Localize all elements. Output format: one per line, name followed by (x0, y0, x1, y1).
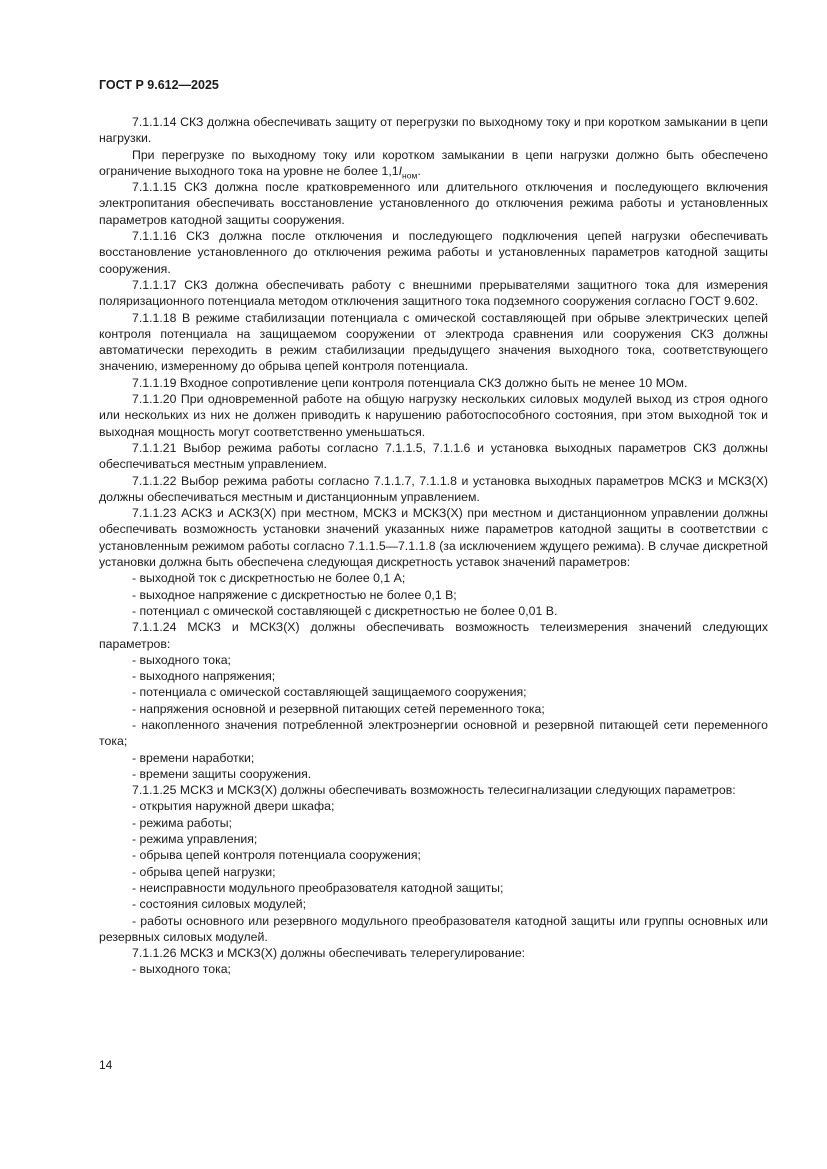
paragraph: 7.1.1.22 Выбор режима работы согласно 7.1.1.7, 7.1.1.8 и установка выходных параметров МСКЗ и МСКЗ(Х) должны обеспечиваться местным и дистанционным управлением. (99, 473, 768, 504)
list-item: - выходное напряжение с дискретностью не более 0,1 В; (132, 587, 457, 602)
paragraph: 7.1.1.24 МСКЗ и МСКЗ(Х) должны обеспечивать возможность телеизмерения значений следующих параметров: (99, 620, 768, 651)
paragraph (99, 147, 768, 180)
list-item: - времени наработки; (132, 750, 255, 765)
list-item: - режима управления; (132, 832, 258, 847)
document-body (99, 114, 768, 978)
paragraph: 7.1.1.19 Входное сопротивление цепи контроля потенциала СКЗ должно быть не менее 10 МОм. (132, 375, 688, 390)
list-item: - напряжения основной и резервной питающих сетей переменного тока; (132, 701, 545, 716)
paragraph: 7.1.1.26 МСКЗ и МСКЗ(Х) должны обеспечивать телерегулирование: (132, 946, 526, 961)
list-item-text: - накопленного значения потребленной электроэнергии основной и резервной питающей сети переменного тока; (99, 717, 768, 749)
paragraph-text: При перегрузке по выходному току или коротком замыкании в цепи нагрузки должно быть обеспечено ограничение выходного тока на уровне не более 1,1 (99, 147, 768, 178)
list-item: - выходной ток с дискретностью не более 0,1 А; (132, 571, 406, 586)
paragraph: 7.1.1.25 МСКЗ и МСКЗ(Х) должны обеспечивать возможность телесигнализации следующих параметров: (132, 783, 736, 798)
paragraph: 7.1.1.23 АСКЗ и АСКЗ(Х) при местном, МСКЗ и МСКЗ(Х) при местном и дистанционном управлении должны обеспечивать возможность установки значений указанных ниже параметров катодной защиты в соответствии с установленным режимом работы согласно 7.1.1.5—7.1.1.8 (за исключением ждущего режима). В случае дискретной установки должна быть обеспечена следующая дискретность уставок значений параметров: (99, 506, 768, 570)
paragraph: 7.1.1.21 Выбор режима работы согласно 7.1.1.5, 7.1.1.6 и установка выходных параметров СКЗ должны обеспечиваться местным управлением. (99, 440, 768, 472)
list-item: - неисправности модульного преобразователя катодной защиты; (132, 880, 504, 895)
list-item: - состояния силовых модулей; (132, 897, 306, 912)
list-item (99, 717, 768, 750)
document-header: ГОСТ Р 9.612—2025 (99, 78, 219, 92)
paragraph: 7.1.1.14 СКЗ должна обеспечивать защиту от перегрузки по выходному току и при коротком замыкании в цепи нагрузки. (99, 115, 768, 146)
list-item: - выходного напряжения; (132, 669, 276, 684)
list-item: - открытия наружной двери шкафа; (132, 799, 335, 814)
list-item: - обрыва цепей нагрузки; (132, 864, 276, 879)
list-item: - выходного тока; (132, 962, 231, 977)
paragraph-tail: . (417, 163, 421, 178)
list-item: - выходного тока; (132, 652, 231, 667)
paragraph: 7.1.1.15 СКЗ должна после кратковременного или длительного отключения и последующего включения электропитания обеспечивать восстановление установленного до отключения режима работы и установленных параметров катодной защиты сооружения. (99, 180, 768, 227)
paragraph: 7.1.1.18 В режиме стабилизации потенциала с омической составляющей при обрыве электрических цепей контроля потенциала на защищаемом сооружении от электрода сравнения или сооружения СКЗ должны автоматически переходить в режим стабилизации предыдущего значения выходного тока, соответствующего значению, измеренному до обрыва цепей контроля потенциала. (99, 310, 768, 374)
list-item: - обрыва цепей контроля потенциала сооружения; (132, 848, 421, 863)
list-item: - потенциала с омической составляющей защищаемого сооружения; (132, 685, 527, 700)
list-item: - режима работы; (132, 815, 233, 830)
page-number: 14 (99, 1058, 113, 1072)
list-item: - времени защиты сооружения. (132, 766, 312, 781)
formula-subscript: ном (402, 170, 418, 181)
paragraph: 7.1.1.17 СКЗ должна обеспечивать работу с внешними прерывателями защитного тока для измерения поляризационного потенциала методом отключения защитного тока подземного сооружения согласно ГОСТ 9.602. (99, 277, 768, 309)
list-item: - потенциал с омической составляющей с дискретностью не более 0,01 В. (132, 603, 558, 618)
paragraph: 7.1.1.20 При одновременной работе на общую нагрузку нескольких силовых модулей выход из строя одного или нескольких из них не должен приводить к нарушению работоспособного состояния, при этом выходной ток и выходная мощность могут соответственно уменьшаться. (99, 392, 768, 439)
formula-variable: I (398, 163, 403, 178)
list-item-text: - работы основного или резервного модульного преобразователя катодной защиты или группы основных или резервных силовых модулей. (99, 913, 768, 944)
paragraph: 7.1.1.16 СКЗ должна после отключения и последующего подключения цепей нагрузки обеспечивать восстановление установленного до отключения режима работы и установленных параметров катодной защиты сооружения. (99, 229, 768, 276)
list-item (99, 913, 768, 946)
